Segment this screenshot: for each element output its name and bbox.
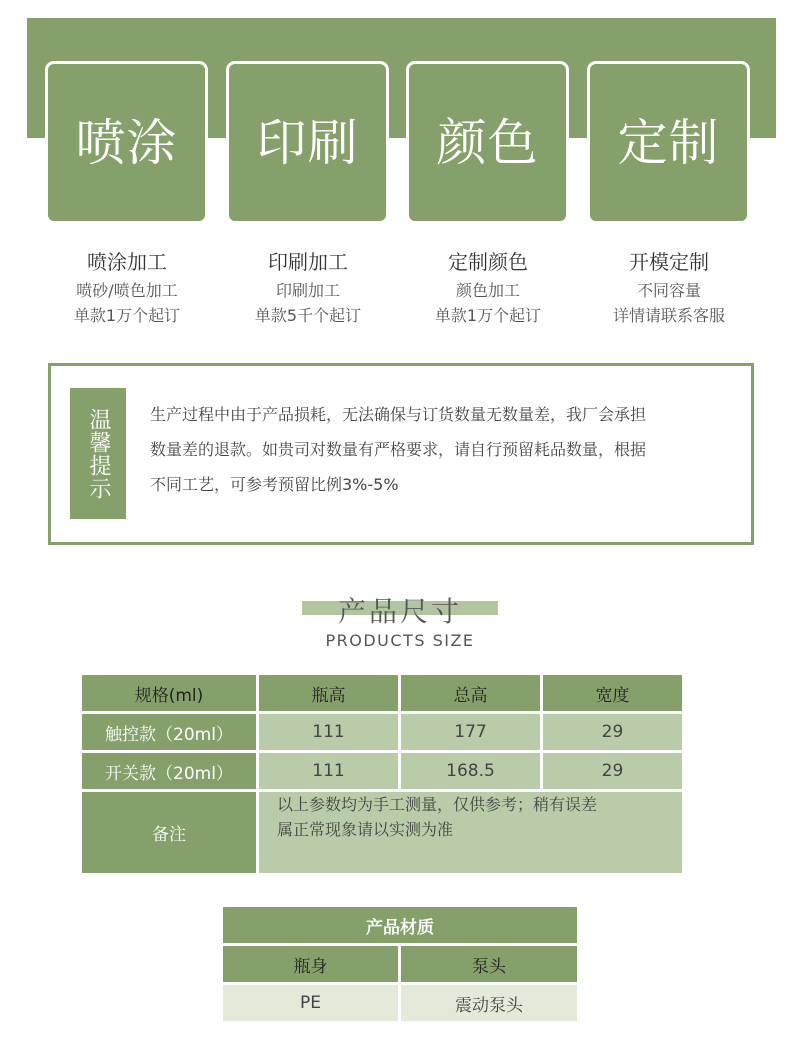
service-print — [218, 246, 398, 328]
table-row-label: 开关款（20ml） — [82, 753, 256, 789]
service-moq: 单款1万个起订 — [434, 306, 542, 325]
table-cell: 111 — [259, 753, 398, 789]
tile-print — [226, 61, 389, 224]
remark-text — [259, 792, 682, 873]
material-header-pump: 泵头 — [401, 946, 577, 982]
notice-tag — [70, 388, 126, 519]
table-header-bottle-height: 瓶高 — [259, 675, 398, 711]
material-table-title: 产品材质 — [223, 907, 577, 943]
service-detail: 颜色加工 — [455, 281, 520, 300]
table-header-total-height: 总高 — [401, 675, 540, 711]
tile-label: 颜色 — [436, 113, 539, 172]
tile-label: 喷涂 — [75, 113, 178, 172]
section-subtitle: PRODUCTS SIZE — [325, 631, 475, 650]
table-cell: 177 — [401, 714, 540, 750]
table-cell: 168.5 — [401, 753, 540, 789]
table-cell: 29 — [543, 714, 682, 750]
service-title: 喷涂加工 — [87, 250, 167, 274]
service-custom — [579, 246, 759, 328]
notice-line: 数量差的退款。如贵司对数量有严格要求，请自行预留耗品数量，根据 — [150, 440, 647, 459]
service-detail: 印刷加工 — [275, 281, 340, 300]
tile-spray — [45, 61, 208, 224]
remark-line: 以上参数均为手工测量，仅供参考；稍有误差 — [277, 795, 598, 814]
section-title: 产品尺寸 — [337, 595, 462, 628]
material-header-body: 瓶身 — [223, 946, 398, 982]
material-body-value: PE — [223, 985, 398, 1021]
tile-label: 定制 — [617, 113, 720, 172]
service-title: 开模定制 — [629, 250, 709, 274]
service-detail: 不同容量 — [636, 281, 701, 300]
table-row-label: 触控款（20ml） — [82, 714, 256, 750]
service-title: 定制颜色 — [448, 250, 528, 274]
remark-line: 属正常现象请以实测为准 — [277, 820, 454, 839]
remark-label: 备注 — [82, 792, 256, 873]
table-cell: 29 — [543, 753, 682, 789]
service-detail: 喷砂/喷色加工 — [76, 281, 178, 300]
material-pump-value: 震动泵头 — [401, 985, 577, 1021]
table-cell: 111 — [259, 714, 398, 750]
service-moq: 单款1万个起订 — [73, 306, 181, 325]
notice-text — [150, 397, 740, 502]
notice-line: 生产过程中由于产品损耗，无法确保与订货数量无数量差，我厂会承担 — [150, 405, 647, 424]
tile-label: 印刷 — [256, 113, 359, 172]
service-color — [398, 246, 578, 328]
notice-line: 不同工艺，可参考预留比例3%-5% — [150, 475, 399, 494]
table-header-width: 宽度 — [543, 675, 682, 711]
tile-color — [406, 61, 569, 224]
notice-tag-label: 温馨提示 — [86, 407, 111, 500]
tile-custom — [587, 61, 750, 224]
service-spray — [37, 246, 217, 328]
service-moq: 详情请联系客服 — [612, 306, 725, 325]
service-title: 印刷加工 — [268, 250, 348, 274]
table-header-spec: 规格(ml) — [82, 675, 256, 711]
service-moq: 单款5千个起订 — [254, 306, 362, 325]
